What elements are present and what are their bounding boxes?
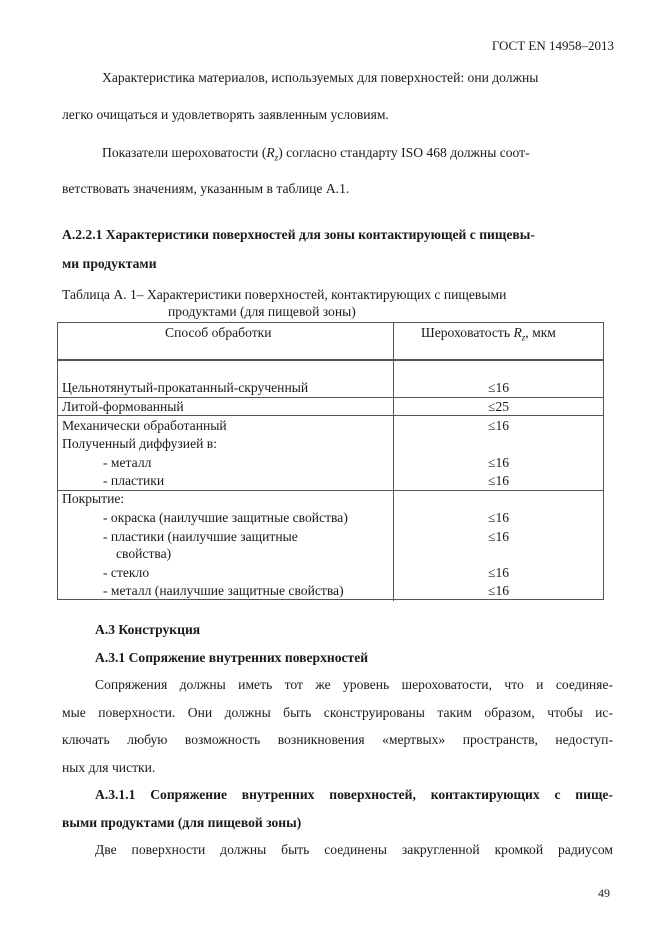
- table-row-divider: [58, 490, 603, 491]
- table-row-label: - металл: [103, 455, 152, 470]
- table-row-label: свойства): [116, 546, 172, 561]
- table-caption-line2: продуктами (для пищевой зоны): [168, 304, 356, 319]
- table-row-value: ≤16: [488, 510, 510, 525]
- table-row-label: - окраска (наилучшие защитные свойства): [103, 510, 348, 525]
- intro-p1-line2: легко очищаться и удовлетворять заявленным условиям.: [62, 107, 389, 122]
- intro-p1-line1: Характеристика материалов, используемых для поверхностей: они должны: [102, 70, 539, 85]
- table-row-value: ≤16: [488, 529, 510, 544]
- page-number: 49: [598, 886, 610, 900]
- table-row-label: Литой-формованный: [62, 399, 184, 414]
- intro-p2-text-b: ) согласно стандарту ISO 468 должны соот-: [278, 145, 530, 160]
- table-row-label: Цельнотянутый-прокатанный-скрученный: [62, 380, 309, 395]
- table-row-divider: [58, 415, 603, 416]
- table-header-method: Способ обработки: [165, 325, 272, 340]
- intro-p2-text-a: Показатели шероховатости (: [102, 145, 267, 160]
- table-row-label: - пластики (наилучшие защитные: [103, 529, 298, 544]
- section-a31-heading: А.3.1 Сопряжение внутренних поверхностей: [95, 650, 369, 665]
- table-row-label: - пластики: [103, 473, 165, 488]
- table-row-value: ≤16: [488, 418, 510, 433]
- table-row-value: ≤16: [488, 380, 510, 395]
- table-row-divider: [58, 397, 603, 398]
- table-header-roughness-b: , мкм: [525, 325, 556, 340]
- table-header-divider: [58, 359, 603, 361]
- section-a31-line3: ключать любую возможность возникновения «мертвых» пространств, недоступ-: [62, 732, 613, 747]
- table-row-value: ≤16: [488, 473, 510, 488]
- intro-p2-line1: [102, 145, 530, 163]
- table-row-value: ≤16: [488, 565, 510, 580]
- rz-subscript: z: [521, 332, 526, 343]
- table-caption-line1: Таблица А. 1– Характеристики поверхностей, контактирующих с пищевыми: [62, 287, 507, 302]
- section-a311-body-line1: Две поверхности должны быть соединены закругленной кромкой радиусом: [95, 842, 613, 857]
- table-row-value: ≤25: [488, 399, 510, 414]
- table-row-label: Полученный диффузией в:: [62, 436, 217, 451]
- section-a31-line2: мые поверхности. Они должны быть сконструированы таким образом, чтобы ис-: [62, 705, 613, 720]
- rz-symbol: R: [513, 325, 522, 340]
- table-row-value: ≤16: [488, 583, 510, 598]
- section-a311-heading-line2: выми продуктами (для пищевой зоны): [62, 815, 302, 830]
- table-column-divider: [393, 323, 394, 601]
- section-a311-heading-line1: А.3.1.1 Сопряжение внутренних поверхностей, контактирующих с пище-: [95, 787, 613, 802]
- surface-roughness-table: [57, 322, 604, 600]
- table-row-label: - стекло: [103, 565, 150, 580]
- section-a31-line4: ных для чистки.: [62, 760, 156, 775]
- section-a221-heading-line1: А.2.2.1 Характеристики поверхностей для зоны контактирующей с пищевы-: [62, 227, 535, 242]
- table-header-roughness-a: Шероховатость: [421, 325, 514, 340]
- section-a221-heading-line2: ми продуктами: [62, 256, 157, 271]
- section-a31-line1: Сопряжения должны иметь тот же уровень шероховатости, что и соединяе-: [95, 677, 613, 692]
- table-row-value: ≤16: [488, 455, 510, 470]
- rz-symbol: R: [266, 145, 275, 160]
- table-row-label: - металл (наилучшие защитные свойства): [103, 583, 344, 598]
- intro-p2-line2: ветствовать значениям, указанным в таблице А.1.: [62, 181, 350, 196]
- standard-number: ГОСТ EN 14958–2013: [491, 38, 614, 53]
- table-header-roughness: [421, 325, 556, 343]
- rz-subscript: z: [274, 152, 279, 163]
- table-row-label: Покрытие:: [62, 491, 125, 506]
- section-a3-heading: А.3 Конструкция: [95, 622, 201, 637]
- table-row-label: Механически обработанный: [62, 418, 227, 433]
